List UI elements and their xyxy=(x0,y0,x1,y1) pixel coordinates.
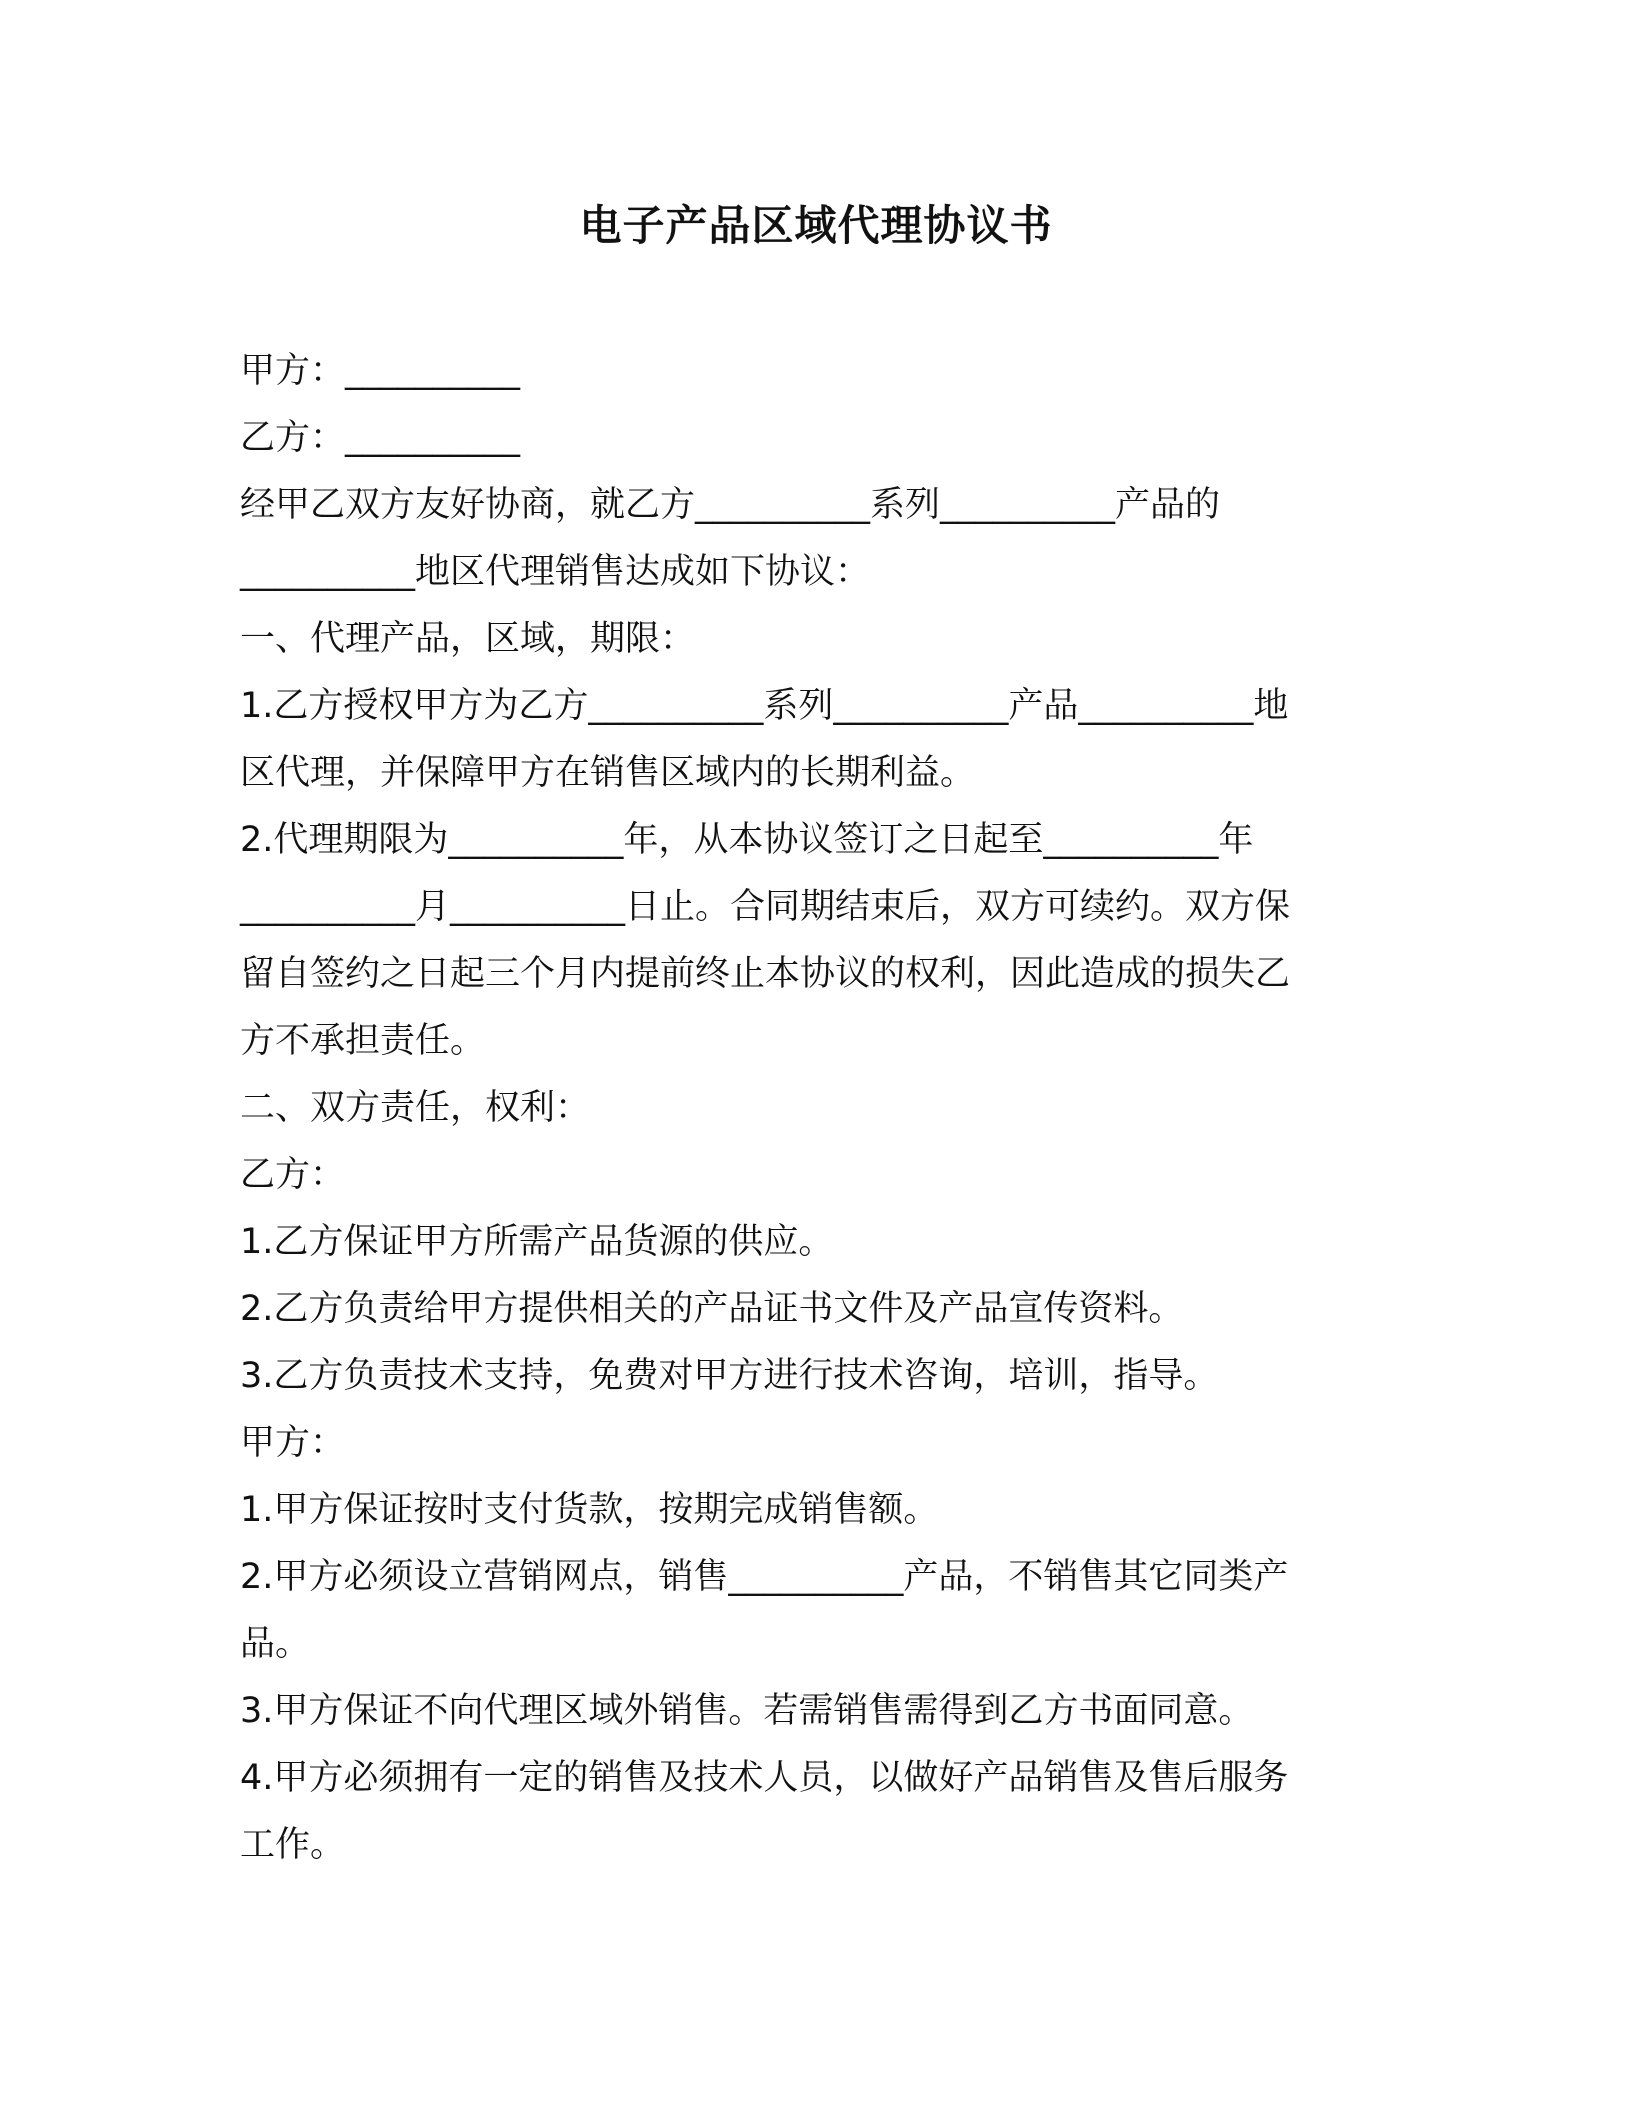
clause-line: 3.乙方负责技术支持，免费对甲方进行技术咨询，培训，指导。 xyxy=(240,1356,1219,1396)
clause-line: 1.甲方保证按时支付货款，按期完成销售额。 xyxy=(240,1490,939,1530)
preamble-line: __________地区代理销售达成如下协议： xyxy=(240,552,871,592)
clause-line: 工作。 xyxy=(240,1825,346,1865)
document-title: 电子产品区域代理协议书 xyxy=(579,201,1053,250)
clause-line: 1.乙方授权甲方为乙方__________系列__________产品__________地 xyxy=(240,686,1289,726)
document-body xyxy=(240,338,1365,1879)
clause-line: 3.甲方保证不向代理区域外销售。若需销售需得到乙方书面同意。 xyxy=(240,1691,1254,1731)
section-heading: 二、双方责任，权利： xyxy=(240,1088,591,1128)
clause-line: 2.乙方负责给甲方提供相关的产品证书文件及产品宣传资料。 xyxy=(240,1289,1184,1329)
clause-line: 留自签约之日起三个月内提前终止本协议的权利，因此造成的损失乙 xyxy=(240,954,1291,994)
party-subheading: 甲方： xyxy=(240,1423,346,1463)
section-heading: 一、代理产品，区域，期限： xyxy=(240,619,696,659)
preamble-line: 经甲乙双方友好协商，就乙方__________系列__________产品的 xyxy=(240,485,1221,525)
clause-line: 1.乙方保证甲方所需产品货源的供应。 xyxy=(240,1222,834,1262)
clause-line: 方不承担责任。 xyxy=(240,1021,486,1061)
clause-line: 4.甲方必须拥有一定的销售及技术人员，以做好产品销售及售后服务 xyxy=(240,1758,1289,1798)
clause-line: 2.代理期限为__________年，从本协议签订之日起至__________年 xyxy=(240,820,1254,860)
clause-line: 品。 xyxy=(240,1624,311,1664)
clause-line: 区代理，并保障甲方在销售区域内的长期利益。 xyxy=(240,753,976,793)
clause-line: __________月__________日止。合同期结束后，双方可续约。双方保 xyxy=(240,887,1291,927)
clause-line: 2.甲方必须设立营销网点，销售__________产品，不销售其它同类产 xyxy=(240,1557,1289,1597)
party-subheading: 乙方： xyxy=(240,1155,346,1195)
party-a-line: 甲方：__________ xyxy=(240,351,521,391)
party-b-line: 乙方：__________ xyxy=(240,418,521,458)
